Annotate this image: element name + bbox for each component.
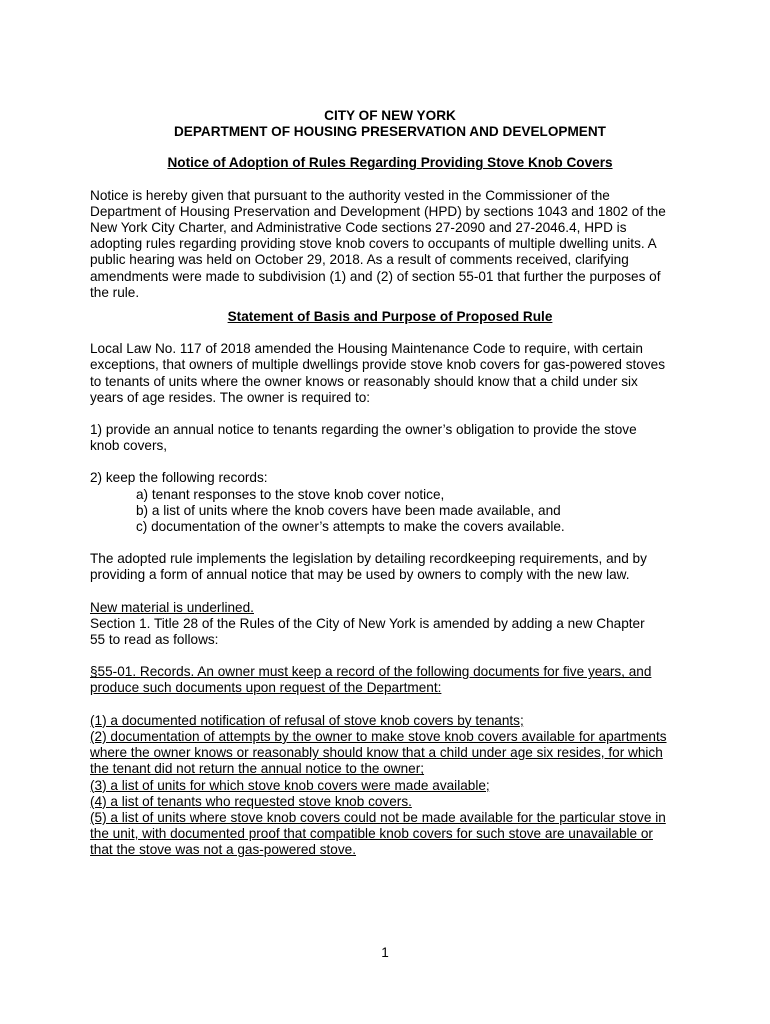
records-intro-line: produce such documents upon request of the Department:	[90, 680, 442, 696]
spacer	[90, 301, 690, 309]
records-intro-paragraph	[90, 664, 690, 696]
spacer	[90, 648, 690, 664]
adopted-paragraph	[90, 551, 690, 583]
records-list-line: (3) a list of units for which stove knob covers were made available;	[90, 777, 490, 793]
new-material-note: New material is underlined.	[90, 599, 254, 615]
records-list-line: (5) a list of units where stove knob covers could not be made available for the particular stove in	[90, 809, 666, 825]
spacer	[90, 584, 690, 600]
section-1-paragraph	[90, 600, 690, 649]
records-list-line: the tenant did not return the annual notice to the owner;	[90, 761, 425, 777]
intro-line: Notice is hereby given that pursuant to the authority vested in the Commissioner of the	[90, 187, 610, 203]
spacer	[90, 172, 690, 188]
intro-line: amendments were made to subdivision (1) and (2) of section 55-01 that further the purposes of	[90, 268, 661, 284]
item-2-subitem: a) tenant responses to the stove knob cover notice,	[136, 486, 445, 502]
header-city: CITY OF NEW YORK	[324, 108, 456, 123]
spacer	[90, 454, 690, 470]
intro-line: New York City Charter, and Administrative Code sections 27-2090 and 27-2046.4, HPD is	[90, 220, 627, 236]
records-list-line: (1) a documented notification of refusal of stove knob covers by tenants;	[90, 712, 524, 728]
intro-line: adopting rules regarding providing stove knob covers to occupants of multiple dwelling units. A	[90, 236, 657, 252]
item-1-line: 1) provide an annual notice to tenants regarding the owner’s obligation to provide the stove	[90, 422, 637, 438]
intro-line: the rule.	[90, 284, 140, 300]
spacer	[90, 697, 690, 713]
records-list-line: (2) documentation of attempts by the owner to make stove knob covers available for apartments	[90, 728, 667, 744]
item-2-subitem: b) a list of units where the knob covers have been made available, and	[136, 502, 561, 518]
basis-paragraph	[90, 341, 690, 406]
item-2-paragraph	[90, 470, 690, 535]
item-1-paragraph	[90, 422, 690, 454]
document-page	[90, 108, 690, 859]
item-1-line: knob covers,	[90, 438, 168, 454]
basis-line: exceptions, that owners of multiple dwellings provide stove knob covers for gas-powered stoves	[90, 357, 666, 373]
records-list-line: that the stove was not a gas-powered stove.	[90, 842, 356, 858]
records-intro-line: §55-01. Records. An owner must keep a record of the following documents for five years, and	[90, 664, 652, 680]
basis-line: years of age resides. The owner is required to:	[90, 389, 371, 405]
records-list-line: (4) a list of tenants who requested stove knob covers.	[90, 793, 412, 809]
intro-line: public hearing was held on October 29, 2018. As a result of comments received, clarifying	[90, 252, 629, 268]
intro-line: Department of Housing Preservation and Development (HPD) by sections 1043 and 1802 of the	[90, 203, 666, 219]
basis-line: to tenants of units where the owner knows or reasonably should know that a child under six	[90, 373, 638, 389]
adopted-line: providing a form of annual notice that may be used by owners to comply with the new law.	[90, 567, 630, 583]
notice-title: Notice of Adoption of Rules Regarding Providing Stove Knob Covers	[167, 155, 613, 171]
item-2-subitem: c) documentation of the owner’s attempts to make the covers available.	[136, 519, 565, 535]
page-number: 1	[381, 945, 389, 960]
records-list-line: the unit, with documented proof that compatible knob covers for such stove are unavailable or	[90, 826, 653, 842]
adopted-line: The adopted rule implements the legislation by detailing recordkeeping requirements, and by	[90, 551, 647, 567]
header-block	[90, 108, 690, 140]
spacer	[90, 325, 690, 341]
header-department: DEPARTMENT OF HOUSING PRESERVATION AND DEVELOPMENT	[173, 124, 606, 140]
spacer	[90, 406, 690, 422]
statement-heading: Statement of Basis and Purpose of Proposed Rule	[227, 309, 553, 325]
spacer	[90, 140, 690, 155]
basis-line: Local Law No. 117 of 2018 amended the Housing Maintenance Code to require, with certain	[90, 341, 643, 357]
section-1-line: 55 to read as follows:	[90, 632, 219, 648]
intro-paragraph	[90, 188, 690, 301]
records-list-line: where the owner knows or reasonably should know that a child under age six resides, for which	[90, 745, 663, 761]
item-2-lead: 2) keep the following records:	[90, 470, 268, 486]
section-1-line: Section 1. Title 28 of the Rules of the City of New York is amended by adding a new Chapter	[90, 615, 645, 631]
spacer	[90, 535, 690, 551]
records-list	[90, 713, 690, 859]
